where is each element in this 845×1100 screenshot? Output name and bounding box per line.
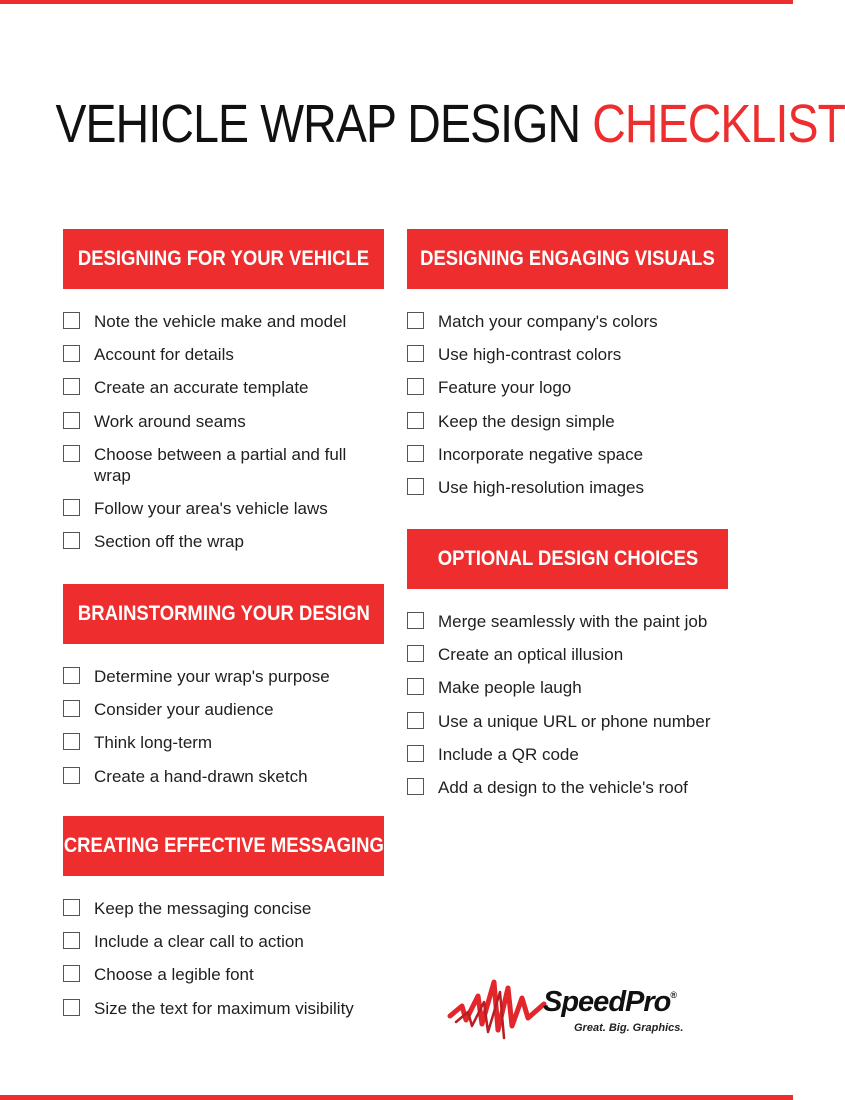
section-heading — [63, 229, 384, 289]
checkbox[interactable] — [63, 499, 80, 516]
checklist-item — [63, 931, 384, 952]
checklist-item-label: Create an accurate template — [94, 378, 309, 398]
checklist-item — [63, 766, 384, 787]
checkbox[interactable] — [407, 445, 424, 462]
logo-tagline: Great. Big. Graphics. — [574, 1022, 684, 1034]
checklist-item-label: Account for details — [94, 345, 234, 365]
title-part-2: CHECKLIST — [592, 94, 845, 154]
section-heading-text: BRAINSTORMING YOUR DESIGN — [77, 602, 370, 625]
checklist-item — [63, 311, 384, 332]
checkbox[interactable] — [63, 700, 80, 717]
logo-wordmark — [543, 986, 676, 1019]
section-heading — [63, 584, 384, 644]
checklist-item-label: Add a design to the vehicle's roof — [438, 777, 688, 797]
checkbox[interactable] — [63, 767, 80, 784]
section-designing-for-vehicle — [63, 229, 384, 564]
checklist-item — [63, 898, 384, 919]
checklist-item-label: Create an optical illusion — [438, 645, 624, 665]
checklist-item-label: Use high-resolution images — [438, 477, 644, 497]
checklist-item-label: Include a clear call to action — [94, 932, 304, 952]
checklist-item — [407, 311, 728, 332]
checkbox[interactable] — [63, 932, 80, 949]
checklist-item — [407, 444, 728, 465]
checklist-item — [63, 732, 384, 753]
section-heading — [407, 229, 728, 289]
checklist-item — [63, 964, 384, 985]
section-heading — [63, 816, 384, 876]
top-accent-bar — [0, 0, 793, 4]
checkbox[interactable] — [63, 899, 80, 916]
checklist — [407, 311, 728, 498]
logo-registered-mark: ® — [670, 990, 677, 1001]
checkbox[interactable] — [407, 412, 424, 429]
checkbox[interactable] — [63, 532, 80, 549]
checkbox[interactable] — [407, 378, 424, 395]
checklist-item — [407, 411, 728, 432]
checkbox[interactable] — [407, 645, 424, 662]
section-heading — [407, 529, 728, 589]
checklist-item — [63, 699, 384, 720]
checklist-item-label: Determine your wrap's purpose — [94, 667, 330, 686]
checklist-item-label: Make people laugh — [438, 678, 582, 698]
speedpro-swoosh-logo-icon — [448, 968, 548, 1048]
checklist-item — [407, 477, 728, 498]
checklist-item-label: Size the text for maximum visibility — [94, 998, 354, 1018]
section-heading-text: DESIGNING ENGAGING VISUALS — [420, 247, 715, 270]
checkbox[interactable] — [407, 478, 424, 495]
checklist-item — [407, 777, 728, 798]
speedpro-logo — [448, 968, 688, 1048]
checklist-item-label: Incorporate negative space — [438, 444, 644, 464]
checklist-item-label: Keep the messaging concise — [94, 899, 312, 918]
section-optional-choices — [407, 529, 728, 810]
checklist-item — [407, 677, 728, 698]
checklist-item-label: Feature your logo — [438, 378, 572, 398]
checkbox[interactable] — [63, 965, 80, 982]
checklist-item-label: Create a hand-drawn sketch — [94, 766, 308, 786]
checklist — [63, 311, 384, 552]
checkbox[interactable] — [63, 412, 80, 429]
checklist-item — [63, 444, 384, 486]
checkbox[interactable] — [407, 612, 424, 629]
checklist-item-label: Match your company's colors — [438, 312, 658, 331]
checklist-item — [407, 711, 728, 732]
title-part-1: VEHICLE WRAP DESIGN — [55, 94, 581, 154]
page-title — [55, 92, 845, 156]
checklist-item-label: Include a QR code — [438, 744, 579, 764]
checklist-item — [407, 744, 728, 765]
checklist-item-label: Use high-contrast colors — [438, 345, 622, 365]
checklist-item-label: Choose a legible font — [94, 965, 254, 985]
section-brainstorming — [63, 584, 384, 799]
checklist-item-label: Use a unique URL or phone number — [438, 711, 711, 731]
checkbox[interactable] — [407, 745, 424, 762]
logo-name: SpeedPro — [543, 986, 671, 1018]
checkbox[interactable] — [63, 733, 80, 750]
bottom-accent-bar — [0, 1095, 793, 1100]
checklist-item-label: Choose between a partial and full wrap — [94, 444, 347, 485]
checklist-item-label: Work around seams — [94, 411, 246, 431]
section-effective-messaging — [63, 816, 384, 1031]
checklist-item — [407, 377, 728, 398]
checklist — [63, 898, 384, 1019]
section-engaging-visuals — [407, 229, 728, 510]
checkbox[interactable] — [63, 999, 80, 1016]
checklist-item-label: Note the vehicle make and model — [94, 312, 347, 331]
checkbox[interactable] — [407, 712, 424, 729]
checklist-item-label: Keep the design simple — [438, 411, 615, 431]
checkbox[interactable] — [63, 667, 80, 684]
checklist-item — [63, 666, 384, 687]
checklist-item — [63, 998, 384, 1019]
checkbox[interactable] — [63, 378, 80, 395]
checklist-item — [63, 498, 384, 519]
checklist-item — [63, 344, 384, 365]
checkbox[interactable] — [407, 678, 424, 695]
checkbox[interactable] — [407, 312, 424, 329]
checklist-item-label: Consider your audience — [94, 700, 274, 720]
checkbox[interactable] — [63, 445, 80, 462]
checklist — [407, 611, 728, 798]
checklist-item — [407, 644, 728, 665]
checklist-item — [407, 344, 728, 365]
checklist-item-label: Section off the wrap — [94, 532, 244, 552]
checkbox[interactable] — [63, 312, 80, 329]
checklist-item — [63, 531, 384, 552]
section-heading-text: OPTIONAL DESIGN CHOICES — [437, 547, 698, 570]
checklist-item-label: Merge seamlessly with the paint job — [438, 612, 708, 631]
checklist-item — [63, 411, 384, 432]
checklist-item-label: Think long-term — [94, 733, 213, 753]
checkbox[interactable] — [407, 778, 424, 795]
checkbox[interactable] — [63, 345, 80, 362]
checklist — [63, 666, 384, 787]
checklist-item — [63, 377, 384, 398]
section-heading-text: DESIGNING FOR YOUR VEHICLE — [77, 247, 370, 270]
checkbox[interactable] — [407, 345, 424, 362]
checklist-item — [407, 611, 728, 632]
checklist-item-label: Follow your area's vehicle laws — [94, 498, 328, 518]
section-heading-text: CREATING EFFECTIVE MESSAGING — [63, 834, 384, 857]
